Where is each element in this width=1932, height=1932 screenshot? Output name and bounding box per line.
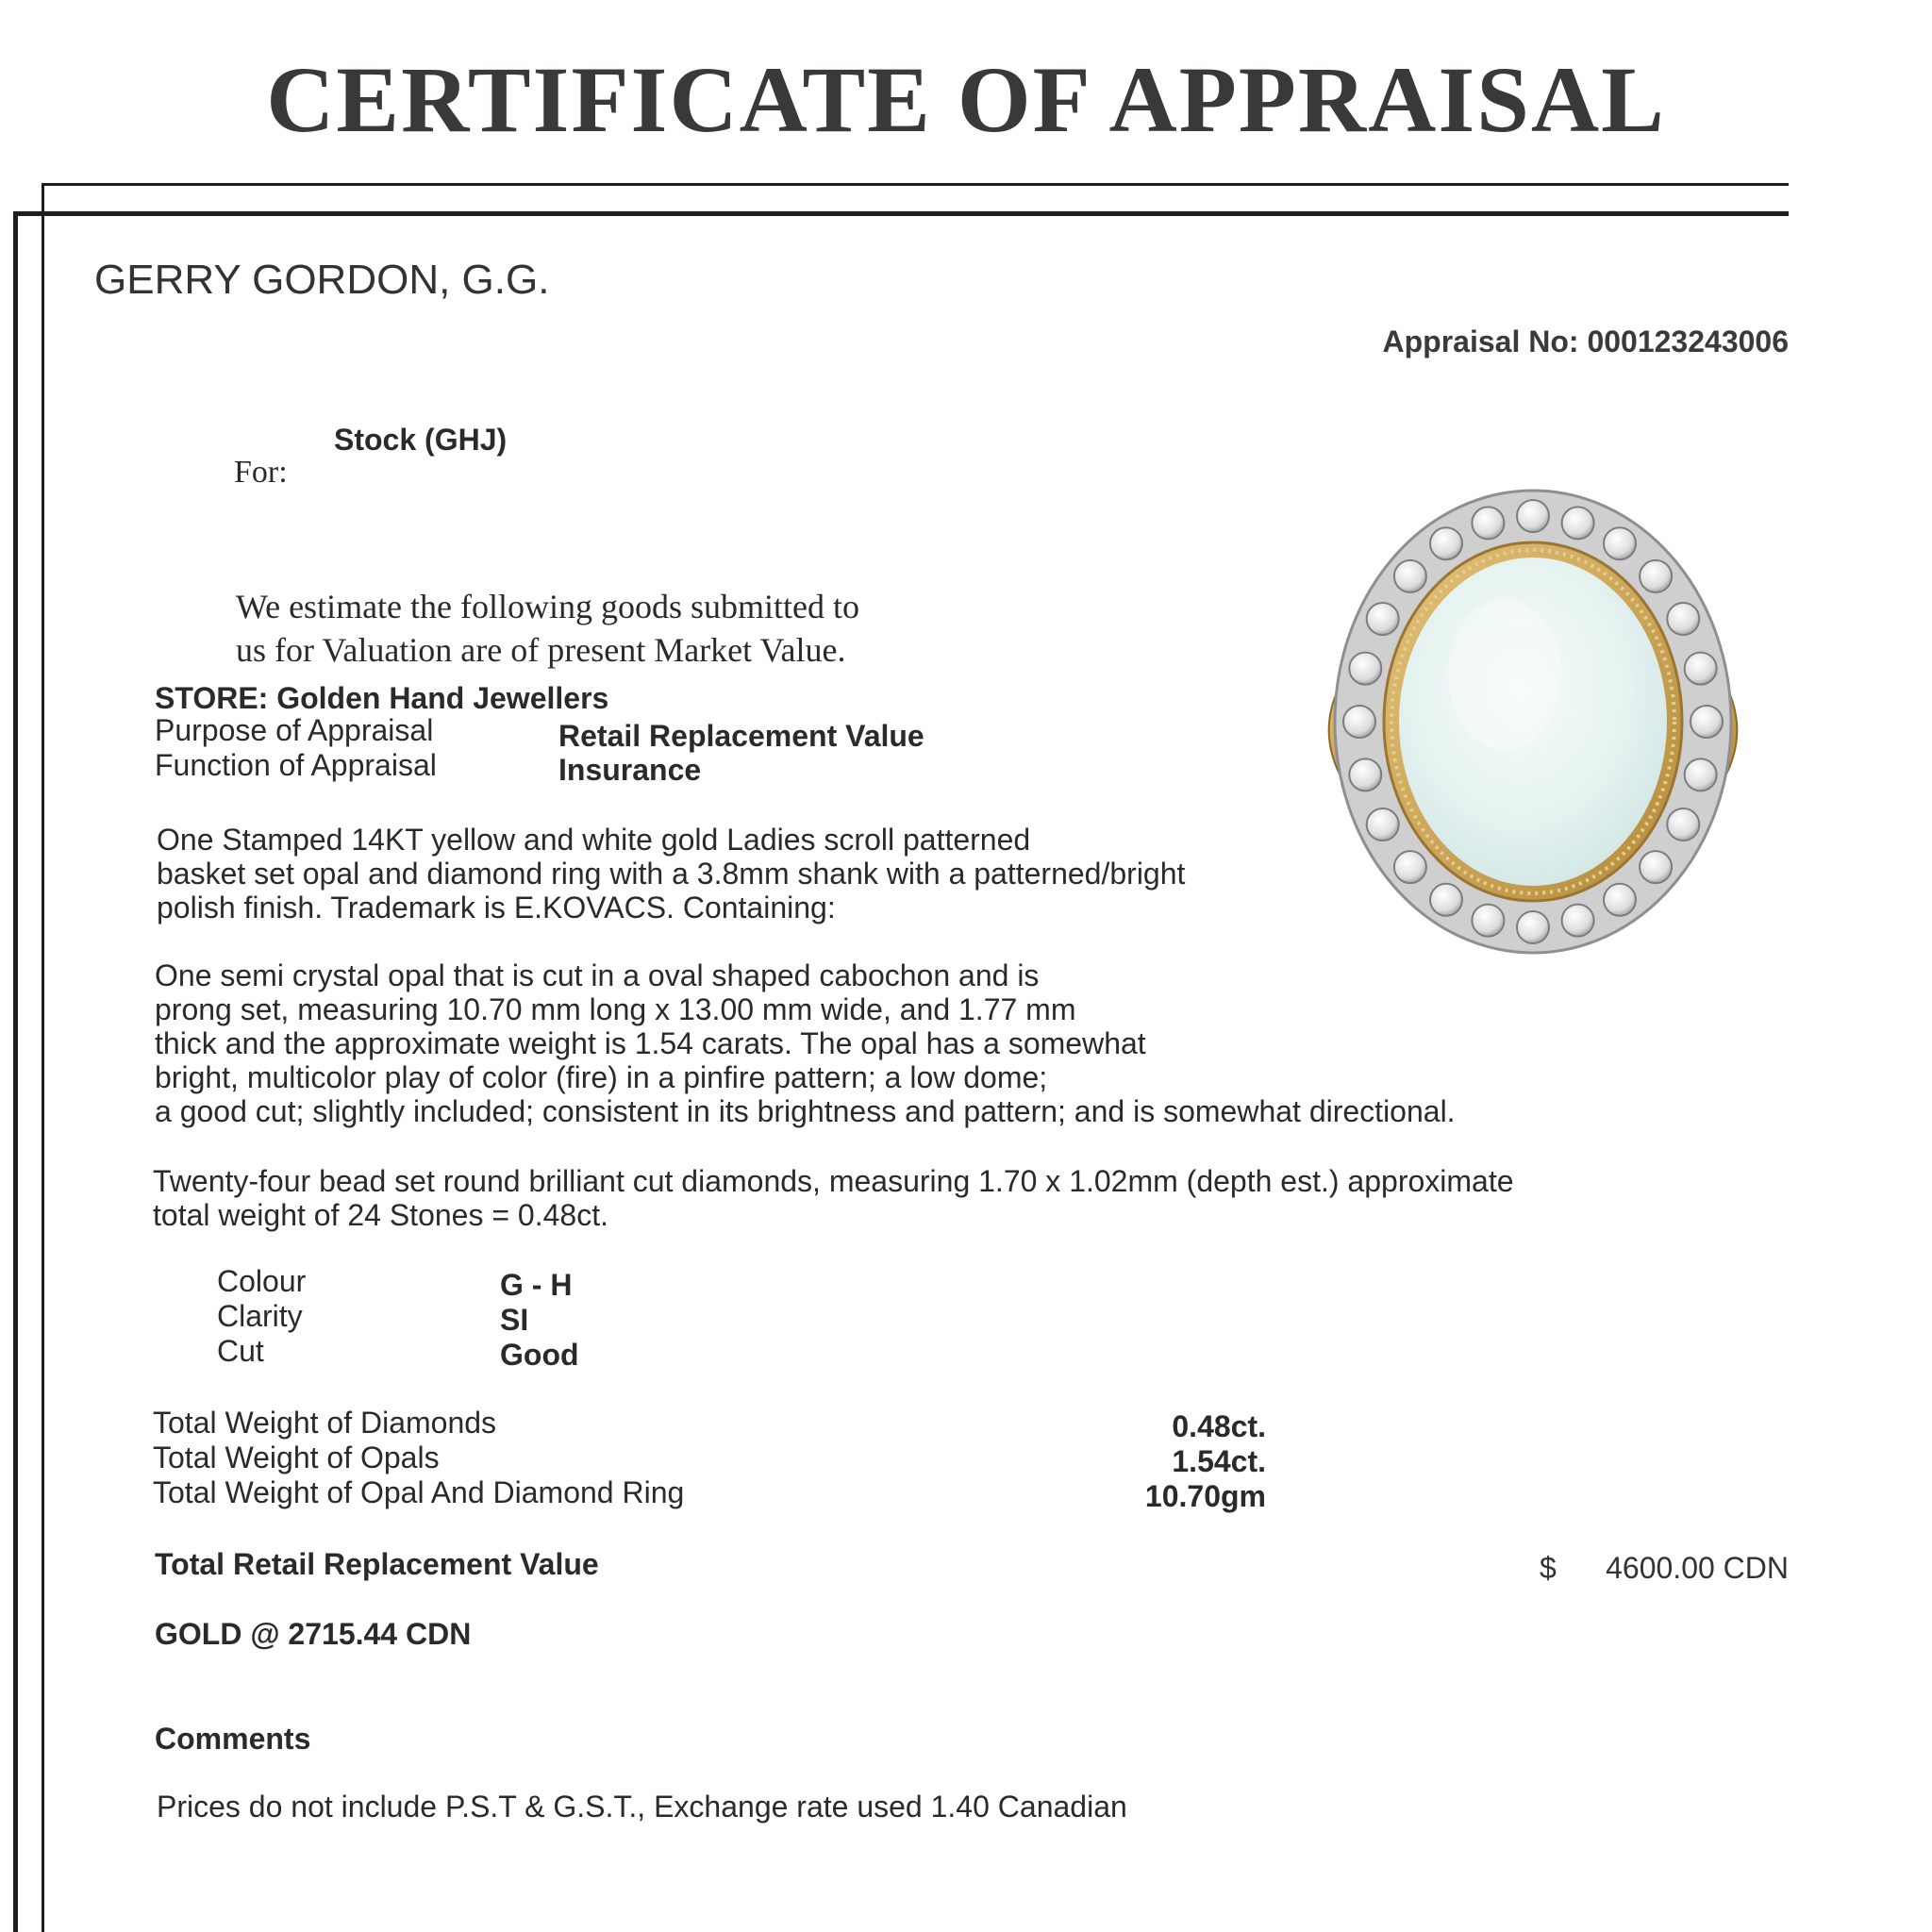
halo-diamond bbox=[1640, 851, 1672, 883]
halo-diamond bbox=[1517, 500, 1549, 532]
diamond-line: Twenty-four bead set round brilliant cut diamonds, measuring 1.70 x 1.02mm (depth est.) approximate bbox=[153, 1164, 1514, 1198]
opal-diamond-ring-image bbox=[1292, 472, 1774, 972]
halo-diamond bbox=[1349, 758, 1381, 791]
left-rule-outer bbox=[13, 211, 18, 1932]
left-rule-inner bbox=[42, 183, 44, 1932]
halo-diamond bbox=[1367, 603, 1399, 635]
halo-diamond bbox=[1349, 653, 1381, 685]
opal-line: One semi crystal opal that is cut in a oval shaped cabochon and is bbox=[155, 958, 1040, 992]
opal-line: thick and the approximate weight is 1.54 carats. The opal has a somewhat bbox=[155, 1026, 1146, 1060]
gold-price: GOLD @ 2715.44 CDN bbox=[155, 1617, 472, 1651]
opal-highlight bbox=[1448, 599, 1561, 750]
ring-description bbox=[157, 823, 1185, 924]
comments-label: Comments bbox=[155, 1722, 311, 1756]
grade-value-clarity: SI bbox=[500, 1303, 529, 1337]
halo-diamond bbox=[1430, 884, 1462, 916]
weight-value-ring: 10.70gm bbox=[1144, 1479, 1266, 1513]
halo-diamond bbox=[1517, 911, 1549, 943]
total-currency-symbol: $ bbox=[1540, 1551, 1557, 1585]
halo-diamond bbox=[1604, 527, 1636, 559]
opal-line: a good cut; slightly included; consistent in its brightness and pattern; and is somewhat directional. bbox=[155, 1094, 1456, 1128]
appraiser-name: GERRY GORDON, G.G. bbox=[94, 257, 550, 303]
halo-diamond bbox=[1562, 905, 1594, 937]
halo-diamond bbox=[1394, 560, 1426, 592]
halo-diamond bbox=[1690, 706, 1723, 738]
description-line: One Stamped 14KT yellow and white gold Ladies scroll patterned bbox=[157, 823, 1031, 857]
grade-value-cut: Good bbox=[500, 1338, 579, 1372]
grade-label-cut: Cut bbox=[217, 1334, 264, 1368]
estimate-line: We estimate the following goods submitted to bbox=[236, 588, 860, 625]
diamond-description bbox=[153, 1164, 1514, 1232]
function-value: Insurance bbox=[558, 753, 702, 787]
grade-value-colour: G - H bbox=[500, 1268, 573, 1302]
weight-value-opals: 1.54ct. bbox=[1172, 1444, 1266, 1478]
weight-label-opals: Total Weight of Opals bbox=[153, 1441, 440, 1474]
halo-diamond bbox=[1430, 527, 1462, 559]
top-rule-inner bbox=[13, 211, 1789, 216]
store-name: STORE: Golden Hand Jewellers bbox=[155, 681, 609, 715]
ring-photo bbox=[1292, 472, 1774, 972]
halo-diamond bbox=[1685, 758, 1717, 791]
diamond-line: total weight of 24 Stones = 0.48ct. bbox=[153, 1198, 608, 1232]
halo-diamond bbox=[1640, 560, 1672, 592]
halo-diamond bbox=[1604, 884, 1636, 916]
weight-label-ring: Total Weight of Opal And Diamond Ring bbox=[153, 1475, 685, 1509]
customer-name: Stock (GHJ) bbox=[334, 423, 508, 457]
comments-text: Prices do not include P.S.T & G.S.T., Exchange rate used 1.40 Canadian bbox=[157, 1790, 1127, 1824]
opal-line: prong set, measuring 10.70 mm long x 13.00 mm wide, and 1.77 mm bbox=[155, 992, 1076, 1026]
purpose-value: Retail Replacement Value bbox=[558, 719, 924, 753]
grade-label-clarity: Clarity bbox=[217, 1299, 303, 1333]
total-value-label: Total Retail Replacement Value bbox=[155, 1547, 599, 1581]
function-label: Function of Appraisal bbox=[155, 748, 437, 782]
grade-label-colour: Colour bbox=[217, 1264, 307, 1298]
description-line: basket set opal and diamond ring with a 3.8mm shank with a patterned/bright bbox=[157, 857, 1186, 891]
top-rule-outer bbox=[42, 183, 1789, 186]
certificate-title: CERTIFICATE OF APPRAISAL bbox=[266, 47, 1666, 152]
weight-value-diamonds: 0.48ct. bbox=[1172, 1409, 1266, 1443]
halo-diamond bbox=[1472, 507, 1504, 539]
estimate-statement bbox=[236, 585, 859, 672]
opal-line: bright, multicolor play of color (fire) in a pinfire pattern; a low dome; bbox=[155, 1060, 1048, 1094]
weight-label-diamonds: Total Weight of Diamonds bbox=[153, 1406, 497, 1440]
appraisal-number: Appraisal No: 000123243006 bbox=[1382, 325, 1789, 358]
for-label: For: bbox=[234, 455, 288, 490]
opal-description bbox=[155, 958, 1456, 1128]
halo-diamond bbox=[1667, 603, 1699, 635]
purpose-label: Purpose of Appraisal bbox=[155, 713, 434, 747]
halo-diamond bbox=[1685, 653, 1717, 685]
total-value: 4600.00 CDN bbox=[1606, 1551, 1789, 1585]
halo-diamond bbox=[1562, 507, 1594, 539]
halo-diamond bbox=[1343, 706, 1375, 738]
halo-diamond bbox=[1394, 851, 1426, 883]
halo-diamond bbox=[1667, 808, 1699, 841]
estimate-line: us for Valuation are of present Market Value. bbox=[236, 631, 846, 669]
halo-diamond bbox=[1472, 905, 1504, 937]
halo-diamond bbox=[1367, 808, 1399, 841]
description-line: polish finish. Trademark is E.KOVACS. Containing: bbox=[157, 891, 836, 924]
